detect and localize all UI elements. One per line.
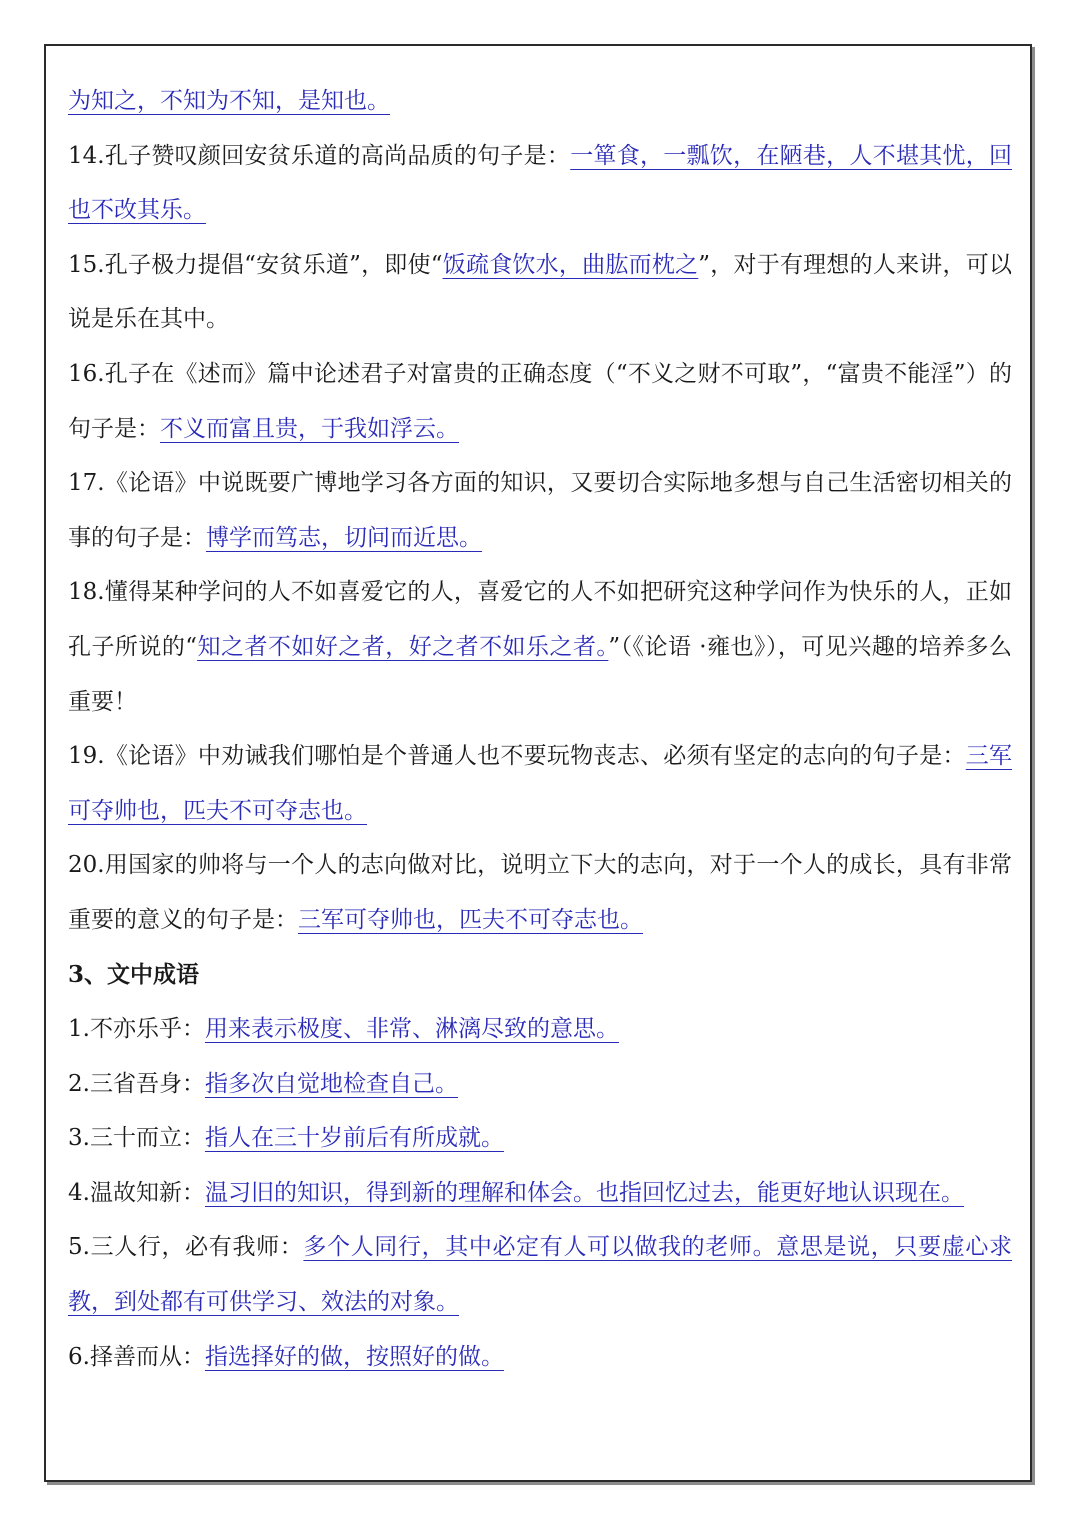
item-19 — [68, 729, 1012, 838]
idiom-term: 4.温故知新： — [68, 1179, 205, 1206]
idiom-term: 3.三十而立： — [68, 1125, 205, 1152]
answer-15: 饭疏食饮水，曲肱而枕之 — [442, 251, 699, 278]
answer-16: 不义而富且贵，于我如浮云。 — [160, 415, 459, 442]
question-15-tail: ”，对于有理想的人来讲，可以说是乐在其中。 — [68, 251, 1012, 333]
idiom-2 — [68, 1057, 1012, 1112]
item-13-continuation — [68, 74, 1012, 129]
question-18-tail: ”（《论语 ·雍也》），可见兴趣的培养多么重要！ — [68, 633, 1013, 715]
item-14 — [68, 129, 1012, 238]
idiom-meaning: 指人在三十岁前后有所成就。 — [204, 1125, 504, 1152]
idiom-meaning: 多个人同行，其中必定有人可以做我的老师。意思是说，只要虚心求教，到处都有可供学习、效法的对象。 — [68, 1234, 1012, 1316]
question-14: 14.孔子赞叹颜回安贫乐道的高尚品质的句子是： — [68, 142, 571, 169]
idiom-term: 6.择善而从： — [68, 1343, 205, 1370]
idiom-term: 5.三人行，必有我师： — [68, 1234, 304, 1261]
item-17 — [68, 456, 1012, 565]
page-frame — [44, 44, 1032, 1482]
idiom-meaning: 温习旧的知识，得到新的理解和体会。也指回忆过去，能更好地认识现在。 — [204, 1179, 964, 1206]
question-20: 20.用国家的帅将与一个人的志向做对比，说明立下大的志向，对于一个人的成长，具有非常重要的意义的句子是： — [68, 852, 1012, 933]
idiom-term: 2.三省吾身： — [68, 1070, 205, 1097]
document-body — [68, 74, 1012, 1384]
answer-20: 三军可夺帅也，匹夫不可夺志也。 — [298, 906, 643, 933]
section-heading: 3、文中成语 — [68, 960, 200, 988]
idiom-3 — [68, 1111, 1012, 1166]
idiom-meaning: 指多次自觉地检查自己。 — [204, 1070, 458, 1097]
idiom-6 — [68, 1330, 1012, 1385]
item-18 — [68, 565, 1012, 729]
idiom-4 — [68, 1166, 1012, 1221]
item-20 — [68, 838, 1012, 947]
idiom-1 — [68, 1002, 1012, 1057]
question-19: 19.《论语》中劝诫我们哪怕是个普通人也不要玩物丧志、必须有坚定的志向的句子是： — [68, 743, 966, 770]
question-16: 16.孔子在《述而》篇中论述君子对富贵的正确态度（“不义之财不可取”，“富贵不能淫”）的句子是： — [68, 360, 1012, 442]
idiom-term: 1.不亦乐乎： — [68, 1016, 205, 1043]
item-15 — [68, 238, 1012, 347]
item-16 — [68, 347, 1012, 456]
question-18: 18.懂得某种学问的人不如喜爱它的人，喜爱它的人不如把研究这种学问作为快乐的人，正如孔子所说的“ — [68, 579, 1012, 660]
question-15: 15.孔子极力提倡“安贫乐道”，即使“ — [68, 251, 443, 278]
answer-19: 三军可夺帅也，匹夫不可夺志也。 — [68, 743, 1013, 824]
answer-13: 为知之，不知为不知，是知也。 — [68, 88, 390, 114]
answer-18: 知之者不如好之者，好之者不如乐之者。 — [197, 633, 609, 660]
idiom-meaning: 用来表示极度、非常、淋漓尽致的意思。 — [204, 1016, 619, 1043]
idiom-meaning: 指选择好的做，按照好的做。 — [204, 1343, 504, 1370]
question-17: 17.《论语》中说既要广博地学习各方面的知识，又要切合实际地多想与自己生活密切相关的事的句子是： — [68, 470, 1012, 551]
idiom-5 — [68, 1220, 1012, 1329]
answer-17: 博学而笃志，切问而近思。 — [206, 524, 482, 551]
answer-14: 一箪食，一瓢饮，在陋巷，人不堪其忧，回也不改其乐。 — [68, 142, 1013, 224]
